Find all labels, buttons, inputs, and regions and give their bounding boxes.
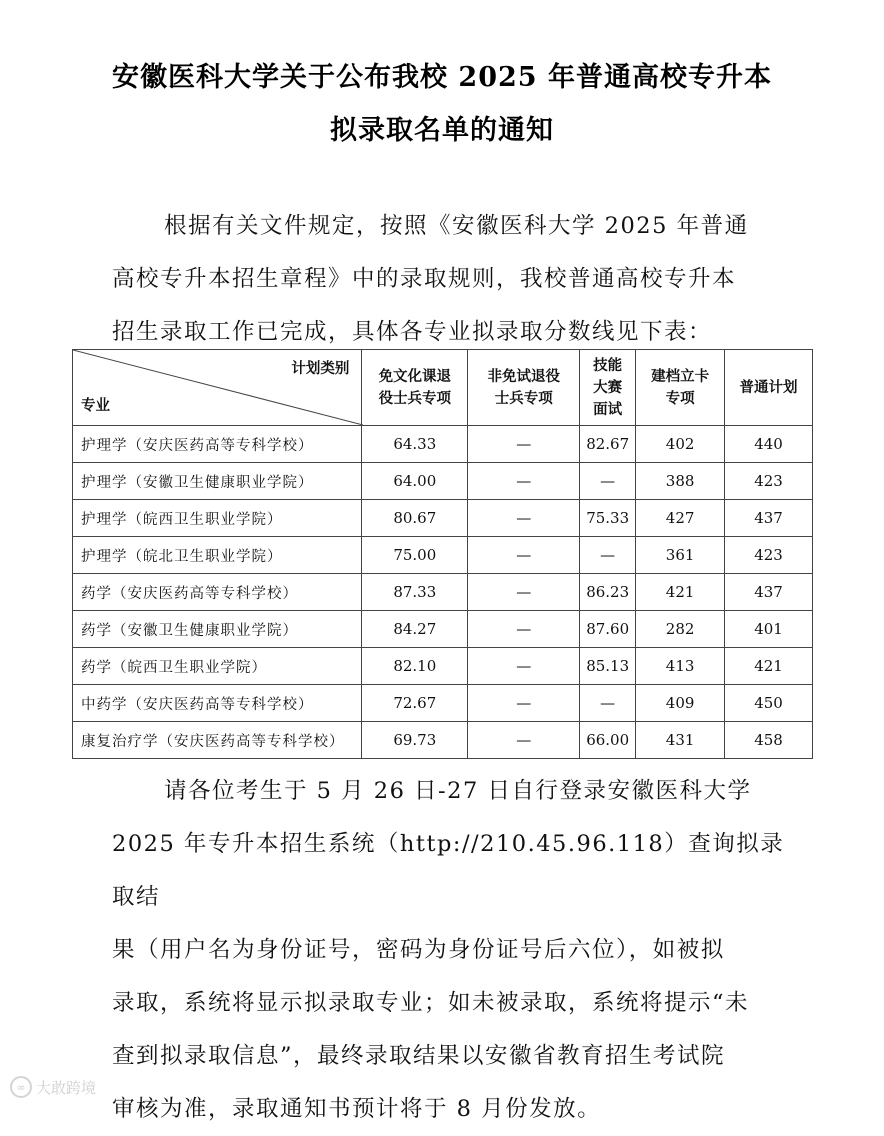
score-cell: 450: [725, 685, 813, 722]
score-cell: 440: [725, 426, 813, 463]
score-cell: —: [468, 463, 580, 500]
major-cell: 护理学（安庆医药高等专科学校）: [73, 426, 362, 463]
intro-paragraph: [112, 200, 792, 359]
score-cell: 431: [636, 722, 725, 759]
table-row: [73, 426, 813, 463]
score-cell: 66.00: [580, 722, 636, 759]
score-cell: —: [580, 685, 636, 722]
score-cell: 69.73: [362, 722, 468, 759]
major-cell: 药学（安徽卫生健康职业学院）: [73, 611, 362, 648]
score-cell: —: [468, 574, 580, 611]
notice-paragraph: [112, 765, 792, 1136]
score-cell: 413: [636, 648, 725, 685]
score-cell: 87.33: [362, 574, 468, 611]
admission-score-table: [72, 349, 813, 759]
score-cell: 423: [725, 537, 813, 574]
table-row: [73, 722, 813, 759]
score-cell: 75.00: [362, 537, 468, 574]
score-cell: —: [468, 426, 580, 463]
table-header-row: [73, 350, 813, 426]
score-cell: —: [468, 722, 580, 759]
table-row: [73, 648, 813, 685]
score-cell: 402: [636, 426, 725, 463]
score-cell: —: [468, 648, 580, 685]
table-row: [73, 685, 813, 722]
page-title-line-1: 安徽医科大学关于公布我校 2025 年普通高校专升本: [112, 62, 772, 93]
intro-line: 高校专升本招生章程》中的录取规则，我校普通高校专升本: [112, 266, 737, 292]
notice-line: 审核为准，录取通知书预计将于 8 月份发放。: [112, 1096, 602, 1122]
score-cell: 421: [725, 648, 813, 685]
table-row: [73, 574, 813, 611]
score-cell: 458: [725, 722, 813, 759]
score-cell: 64.33: [362, 426, 468, 463]
major-cell: 中药学（安庆医药高等专科学校）: [73, 685, 362, 722]
score-cell: 427: [636, 500, 725, 537]
score-cell: —: [580, 537, 636, 574]
notice-line: 查到拟录取信息”，最终录取结果以安徽省教育招生考试院: [112, 1043, 726, 1069]
brand-logo-icon: ∞: [10, 1076, 32, 1098]
score-cell: 437: [725, 500, 813, 537]
column-header: 免文化课退役士兵专项: [362, 350, 468, 426]
major-cell: 药学（安庆医药高等专科学校）: [73, 574, 362, 611]
score-cell: —: [468, 537, 580, 574]
score-cell: 72.67: [362, 685, 468, 722]
table-row: [73, 537, 813, 574]
major-cell: 药学（皖西卫生职业学院）: [73, 648, 362, 685]
score-cell: 75.33: [580, 500, 636, 537]
column-header: 技能大赛面试: [580, 350, 636, 426]
table-row: [73, 463, 813, 500]
score-cell: 82.10: [362, 648, 468, 685]
major-cell: 护理学（皖西卫生职业学院）: [73, 500, 362, 537]
watermark: [10, 1076, 96, 1098]
notice-line: 录取，系统将显示拟录取专业；如未被录取，系统将提示“未: [112, 990, 750, 1016]
table-row: [73, 500, 813, 537]
score-cell: 87.60: [580, 611, 636, 648]
score-cell: —: [468, 611, 580, 648]
notice-line: 2025 年专升本招生系统（http://210.45.96.118）查询拟录取结: [112, 831, 785, 910]
score-cell: 82.67: [580, 426, 636, 463]
score-cell: 423: [725, 463, 813, 500]
score-cell: 84.27: [362, 611, 468, 648]
notice-line: 请各位考生于 5 月 26 日-27 日自行登录安徽医科大学: [164, 778, 752, 804]
major-cell: 康复治疗学（安庆医药高等专科学校）: [73, 722, 362, 759]
score-cell: 80.67: [362, 500, 468, 537]
corner-category-label: 计划类别: [291, 360, 350, 377]
score-cell: 85.13: [580, 648, 636, 685]
page-title-line-2: 拟录取名单的通知: [330, 115, 554, 146]
major-cell: 护理学（皖北卫生职业学院）: [73, 537, 362, 574]
score-cell: 64.00: [362, 463, 468, 500]
score-cell: 282: [636, 611, 725, 648]
score-cell: 388: [636, 463, 725, 500]
score-cell: 421: [636, 574, 725, 611]
watermark-text: 大敢跨境: [36, 1078, 97, 1097]
corner-major-label: 专业: [81, 397, 110, 414]
column-header: 非免试退役士兵专项: [468, 350, 580, 426]
score-cell: 361: [636, 537, 725, 574]
score-cell: 437: [725, 574, 813, 611]
column-header: 建档立卡专项: [636, 350, 725, 426]
notice-line: 果（用户名为身份证号，密码为身份证号后六位），如被拟: [112, 937, 725, 963]
column-header: 普通计划: [725, 350, 813, 426]
score-cell: 86.23: [580, 574, 636, 611]
score-cell: —: [580, 463, 636, 500]
intro-line: 招生录取工作已完成，具体各专业拟录取分数线见下表：: [112, 319, 713, 345]
table-corner-cell: [73, 350, 362, 426]
intro-line: 根据有关文件规定，按照《安徽医科大学 2025 年普通: [164, 213, 749, 239]
score-cell: 401: [725, 611, 813, 648]
major-cell: 护理学（安徽卫生健康职业学院）: [73, 463, 362, 500]
score-cell: 409: [636, 685, 725, 722]
score-cell: —: [468, 500, 580, 537]
score-cell: —: [468, 685, 580, 722]
table-row: [73, 611, 813, 648]
